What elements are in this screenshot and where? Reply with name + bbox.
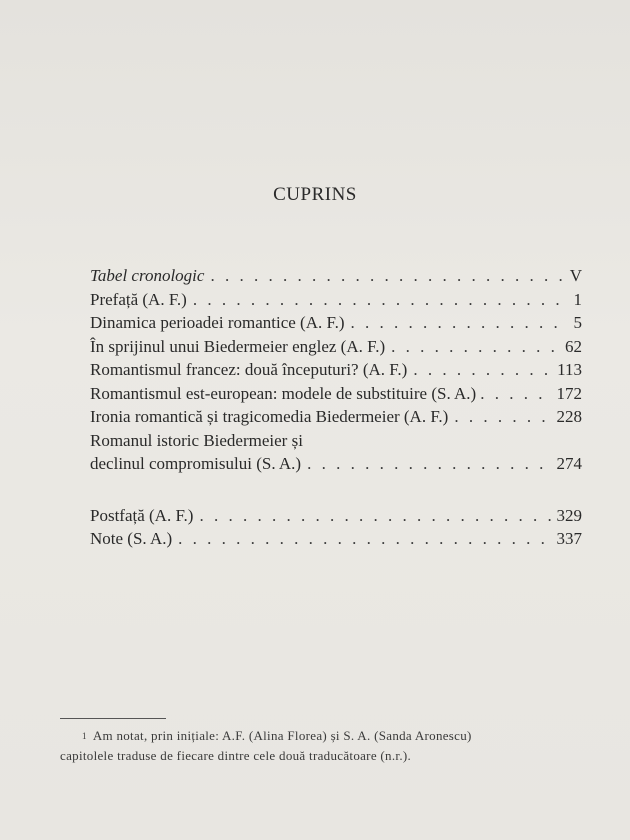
toc-entry-label-line2: declinul compromisului (S. A.): [90, 454, 302, 473]
leader-dots: [178, 527, 550, 551]
leader-dots: [454, 405, 550, 429]
toc-entry-label: Ironia romantică și tragicomedia Biedermeier (A. F.): [90, 407, 449, 426]
leader-dots: [210, 264, 563, 288]
leader-dots: [413, 358, 551, 382]
footnote-line1: Am notat, prin inițiale: A.F. (Alina Florea) și S. A. (Sanda Aronescu): [92, 728, 472, 743]
show-through-text: [0, 0, 630, 150]
toc-entry-label: Dinamica perioadei romantice (A. F.): [90, 313, 345, 332]
toc-entry[interactable]: [90, 335, 582, 359]
toc-entry-page: 228: [556, 407, 582, 426]
toc-entry[interactable]: [90, 358, 582, 382]
footnote: [60, 726, 600, 766]
leader-dots: [480, 382, 552, 406]
toc-entry-page: 113: [557, 360, 582, 379]
toc-entry-label: Tabel cronologic: [90, 266, 205, 285]
toc-entry-page: 5: [573, 313, 582, 332]
toc-entry-page: 274: [556, 454, 582, 473]
toc-entry-page: 172: [556, 383, 582, 403]
toc-entry-page: 337: [556, 529, 582, 548]
leader-dots: [199, 504, 550, 528]
toc-entry[interactable]: [90, 264, 582, 288]
toc-entry-label: Romantismul francez: două începuturi? (A. F.): [90, 360, 408, 379]
leader-dots: [351, 311, 568, 335]
leader-dots: [193, 288, 568, 312]
toc-entry-page: 1: [573, 289, 582, 309]
toc-entry-label: Postfață (A. F.): [90, 505, 194, 525]
page-title: CUPRINS: [273, 184, 357, 205]
toc-entry-page: V: [569, 266, 582, 285]
toc-entry-label: Prefață (A. F.): [90, 289, 187, 309]
leader-dots: [307, 452, 550, 476]
toc-entry-label: Note (S. A.): [90, 529, 173, 548]
section-gap: [90, 476, 582, 504]
toc-entry[interactable]: [90, 311, 582, 335]
toc-entry-label-line1: Romanul istoric Biedermeier și: [90, 430, 303, 450]
footnote-line2: capitolele traduse de fiecare dintre cele două traducătoare (n.r.).: [60, 748, 412, 763]
table-of-contents: [90, 264, 582, 551]
toc-entry-page: 62: [565, 336, 582, 356]
toc-entry[interactable]: [90, 382, 582, 406]
toc-entry-label: Romantismul est-european: modele de substituire (S. A.): [90, 383, 477, 403]
footnote-marker: 1: [82, 731, 87, 741]
toc-entry[interactable]: [90, 288, 582, 312]
footnote-divider: [60, 718, 166, 719]
leader-dots: [391, 335, 559, 359]
toc-entry-multiline[interactable]: [90, 429, 582, 476]
toc-entry[interactable]: [90, 504, 582, 528]
toc-entry[interactable]: [90, 405, 582, 429]
toc-entry-label: În sprijinul unui Biedermeier englez (A. F.): [90, 336, 386, 356]
toc-entry-page: 329: [556, 505, 582, 525]
toc-entry[interactable]: [90, 527, 582, 551]
